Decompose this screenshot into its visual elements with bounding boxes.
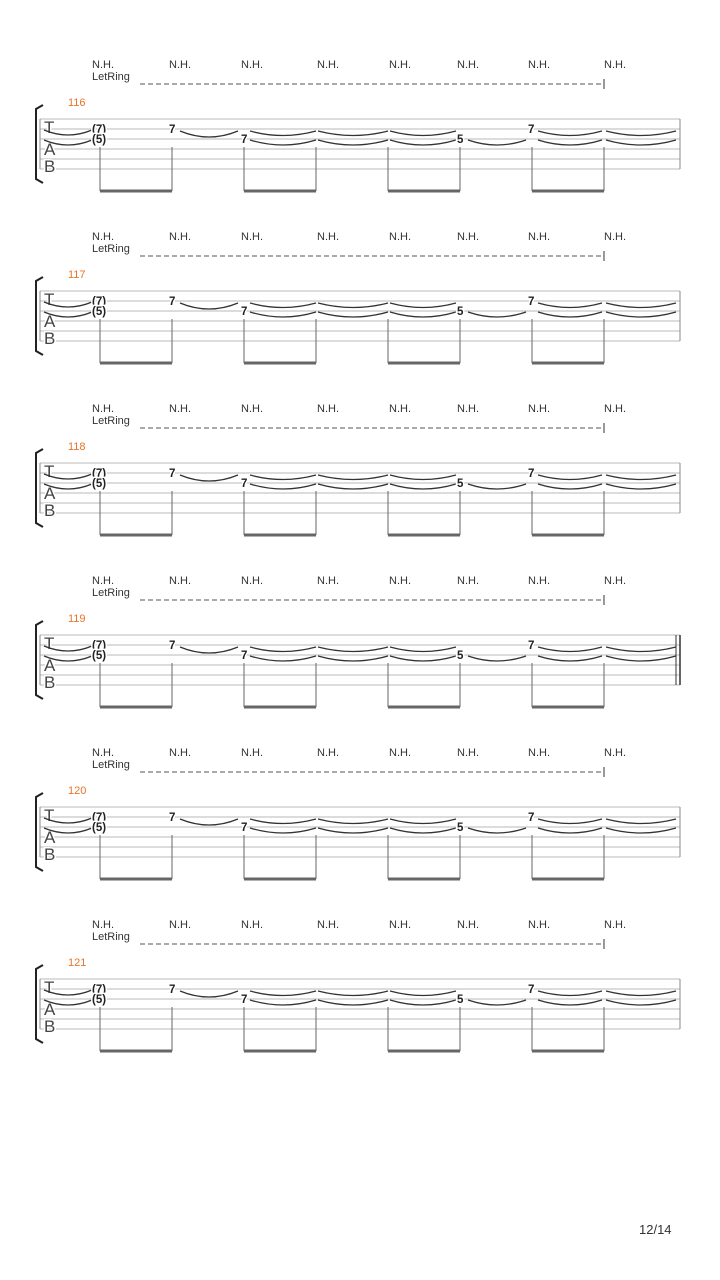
fret-number: 7: [528, 468, 535, 480]
fret-number: 7: [241, 478, 248, 490]
natural-harmonic-label: N.H.: [389, 231, 411, 243]
tie-arc-upper: [318, 131, 388, 136]
fret-number: 7: [528, 812, 535, 824]
tie-arc-lower: [538, 828, 602, 833]
tie-arc-lower: [468, 312, 526, 317]
tie-arc-upper: [318, 819, 388, 824]
fret-number: 5: [457, 822, 464, 834]
fret-number: (5): [92, 478, 107, 490]
natural-harmonic-label: N.H.: [92, 747, 114, 759]
tab-clef-letter: T: [44, 806, 55, 825]
fret-number: 7: [241, 306, 248, 318]
fret-number: (7): [92, 124, 107, 136]
tab-clef-letter: A: [44, 1000, 56, 1019]
fret-number: (5): [92, 306, 107, 318]
natural-harmonic-label: N.H.: [604, 747, 626, 759]
natural-harmonic-label: N.H.: [457, 575, 479, 587]
tie-arc-lower: [390, 1000, 456, 1005]
tie-arc-lower: [250, 312, 316, 317]
natural-harmonic-label: N.H.: [169, 575, 191, 587]
tie-arc-upper: [606, 819, 676, 824]
tie-arc-lower: [318, 140, 388, 145]
tie-arc-upper: [538, 819, 602, 824]
fret-number: 7: [169, 984, 176, 996]
natural-harmonic-label: N.H.: [604, 403, 626, 415]
natural-harmonic-label: N.H.: [317, 919, 339, 931]
page-number: 12/14: [639, 1222, 672, 1237]
natural-harmonic-label: N.H.: [528, 403, 550, 415]
tie-arc-lower: [606, 140, 676, 145]
fret-number: 7: [241, 134, 248, 146]
natural-harmonic-label: N.H.: [389, 747, 411, 759]
fret-number: (5): [92, 822, 107, 834]
natural-harmonic-label: N.H.: [92, 403, 114, 415]
tie-arc-lower: [468, 1000, 526, 1005]
tie-arc-upper: [318, 647, 388, 652]
tie-arc-lower: [468, 140, 526, 145]
let-ring-label: LetRing: [92, 243, 130, 255]
natural-harmonic-label: N.H.: [317, 575, 339, 587]
natural-harmonic-label: N.H.: [457, 747, 479, 759]
tie-arc-lower: [318, 828, 388, 833]
fret-number: 7: [169, 296, 176, 308]
tab-clef-letter: B: [44, 329, 56, 348]
tie-arc-upper: [390, 991, 456, 996]
tab-clef-letter: B: [44, 501, 56, 520]
natural-harmonic-label: N.H.: [317, 59, 339, 71]
tie-arc-lower: [318, 1000, 388, 1005]
tie-arc-upper: [180, 819, 238, 825]
natural-harmonic-label: N.H.: [604, 59, 626, 71]
tab-clef-letter: B: [44, 845, 56, 864]
fret-number: (5): [92, 650, 107, 662]
natural-harmonic-label: N.H.: [528, 747, 550, 759]
natural-harmonic-label: N.H.: [317, 747, 339, 759]
tie-arc-lower: [390, 312, 456, 317]
natural-harmonic-label: N.H.: [169, 231, 191, 243]
tie-arc-upper: [538, 475, 602, 480]
tab-clef-letter: T: [44, 290, 55, 309]
fret-number: 5: [457, 306, 464, 318]
tab-clef-letter: A: [44, 312, 56, 331]
fret-number: 7: [241, 822, 248, 834]
tie-arc-upper: [318, 475, 388, 480]
natural-harmonic-label: N.H.: [241, 59, 263, 71]
tab-clef-letter: B: [44, 673, 56, 692]
tie-arc-upper: [318, 991, 388, 996]
let-ring-label: LetRing: [92, 759, 130, 771]
natural-harmonic-label: N.H.: [169, 403, 191, 415]
tie-arc-lower: [390, 656, 456, 661]
tie-arc-upper: [390, 647, 456, 652]
natural-harmonic-label: N.H.: [169, 59, 191, 71]
tie-arc-upper: [538, 647, 602, 652]
tie-arc-upper: [538, 303, 602, 308]
fret-number: 5: [457, 478, 464, 490]
measure-number: 121: [68, 957, 87, 969]
tie-arc-upper: [250, 819, 316, 824]
tie-arc-lower: [250, 484, 316, 489]
fret-number: (7): [92, 640, 107, 652]
natural-harmonic-label: N.H.: [92, 59, 114, 71]
natural-harmonic-label: N.H.: [389, 919, 411, 931]
natural-harmonic-label: N.H.: [389, 575, 411, 587]
let-ring-label: LetRing: [92, 587, 130, 599]
tie-arc-lower: [468, 484, 526, 489]
tie-arc-upper: [250, 991, 316, 996]
tie-arc-upper: [180, 475, 238, 481]
tab-system: [36, 231, 680, 363]
fret-number: (7): [92, 984, 107, 996]
tie-arc-lower: [606, 828, 676, 833]
measure-number: 119: [68, 613, 86, 625]
natural-harmonic-label: N.H.: [457, 919, 479, 931]
tie-arc-lower: [250, 828, 316, 833]
natural-harmonic-label: N.H.: [169, 747, 191, 759]
fret-number: 7: [528, 124, 535, 136]
natural-harmonic-label: N.H.: [528, 59, 550, 71]
tie-arc-lower: [250, 1000, 316, 1005]
fret-number: (7): [92, 812, 107, 824]
tie-arc-lower: [318, 484, 388, 489]
tab-system: [36, 575, 680, 707]
tie-arc-lower: [606, 484, 676, 489]
tie-arc-lower: [250, 140, 316, 145]
natural-harmonic-label: N.H.: [92, 919, 114, 931]
tie-arc-upper: [250, 131, 316, 136]
natural-harmonic-label: N.H.: [317, 231, 339, 243]
measure-number: 117: [68, 269, 86, 281]
natural-harmonic-label: N.H.: [389, 403, 411, 415]
natural-harmonic-label: N.H.: [604, 575, 626, 587]
tie-arc-lower: [538, 656, 602, 661]
tie-arc-upper: [250, 303, 316, 308]
fret-number: 7: [528, 296, 535, 308]
tab-clef-letter: B: [44, 157, 56, 176]
tab-system: [36, 747, 680, 879]
let-ring-label: LetRing: [92, 71, 130, 83]
tie-arc-upper: [538, 131, 602, 136]
natural-harmonic-label: N.H.: [457, 59, 479, 71]
fret-number: 7: [169, 640, 176, 652]
tie-arc-lower: [606, 312, 676, 317]
natural-harmonic-label: N.H.: [241, 403, 263, 415]
tie-arc-upper: [606, 131, 676, 136]
natural-harmonic-label: N.H.: [92, 575, 114, 587]
natural-harmonic-label: N.H.: [317, 403, 339, 415]
tie-arc-lower: [606, 1000, 676, 1005]
fret-number: 7: [241, 650, 248, 662]
tie-arc-upper: [390, 475, 456, 480]
fret-number: 7: [169, 468, 176, 480]
let-ring-label: LetRing: [92, 931, 130, 943]
tab-clef-letter: A: [44, 484, 56, 503]
tie-arc-upper: [180, 131, 238, 137]
tie-arc-lower: [538, 1000, 602, 1005]
tie-arc-upper: [250, 647, 316, 652]
tie-arc-lower: [468, 828, 526, 833]
fret-number: (5): [92, 134, 107, 146]
fret-number: 5: [457, 994, 464, 1006]
tie-arc-upper: [180, 303, 238, 309]
tie-arc-lower: [318, 312, 388, 317]
fret-number: (7): [92, 296, 107, 308]
tie-arc-upper: [606, 991, 676, 996]
fret-number: (7): [92, 468, 107, 480]
fret-number: 7: [169, 124, 176, 136]
tab-clef-letter: T: [44, 462, 55, 481]
tie-arc-lower: [250, 656, 316, 661]
natural-harmonic-label: N.H.: [241, 747, 263, 759]
tie-arc-lower: [538, 312, 602, 317]
tab-clef-letter: T: [44, 118, 55, 137]
natural-harmonic-label: N.H.: [241, 231, 263, 243]
tie-arc-lower: [538, 484, 602, 489]
measure-number: 120: [68, 785, 87, 797]
tab-system: [36, 919, 680, 1051]
natural-harmonic-label: N.H.: [604, 919, 626, 931]
tie-arc-lower: [390, 828, 456, 833]
natural-harmonic-label: N.H.: [457, 403, 479, 415]
tie-arc-lower: [318, 656, 388, 661]
natural-harmonic-label: N.H.: [604, 231, 626, 243]
tie-arc-lower: [390, 484, 456, 489]
tie-arc-upper: [390, 819, 456, 824]
tab-clef-letter: B: [44, 1017, 56, 1036]
measure-number: 118: [68, 441, 86, 453]
tab-clef-letter: T: [44, 978, 55, 997]
natural-harmonic-label: N.H.: [241, 575, 263, 587]
fret-number: (5): [92, 994, 107, 1006]
tab-clef-letter: T: [44, 634, 55, 653]
tab-clef-letter: A: [44, 828, 56, 847]
natural-harmonic-label: N.H.: [457, 231, 479, 243]
tie-arc-upper: [606, 647, 676, 652]
fret-number: 5: [457, 134, 464, 146]
tie-arc-upper: [180, 647, 238, 653]
let-ring-label: LetRing: [92, 415, 130, 427]
fret-number: 7: [528, 984, 535, 996]
tie-arc-upper: [318, 303, 388, 308]
fret-number: 5: [457, 650, 464, 662]
natural-harmonic-label: N.H.: [169, 919, 191, 931]
tie-arc-upper: [606, 475, 676, 480]
tab-clef-letter: A: [44, 656, 56, 675]
fret-number: 7: [241, 994, 248, 1006]
natural-harmonic-label: N.H.: [528, 575, 550, 587]
tie-arc-upper: [250, 475, 316, 480]
tie-arc-lower: [606, 656, 676, 661]
fret-number: 7: [169, 812, 176, 824]
tab-system: [36, 59, 680, 191]
tie-arc-upper: [180, 991, 238, 997]
tie-arc-upper: [390, 131, 456, 136]
tie-arc-lower: [468, 656, 526, 661]
tie-arc-upper: [606, 303, 676, 308]
natural-harmonic-label: N.H.: [92, 231, 114, 243]
natural-harmonic-label: N.H.: [528, 919, 550, 931]
natural-harmonic-label: N.H.: [389, 59, 411, 71]
tab-system: [36, 403, 680, 535]
tie-arc-upper: [390, 303, 456, 308]
tie-arc-lower: [390, 140, 456, 145]
fret-number: 7: [528, 640, 535, 652]
natural-harmonic-label: N.H.: [241, 919, 263, 931]
natural-harmonic-label: N.H.: [528, 231, 550, 243]
tab-clef-letter: A: [44, 140, 56, 159]
tie-arc-lower: [538, 140, 602, 145]
measure-number: 116: [68, 97, 86, 109]
tie-arc-upper: [538, 991, 602, 996]
